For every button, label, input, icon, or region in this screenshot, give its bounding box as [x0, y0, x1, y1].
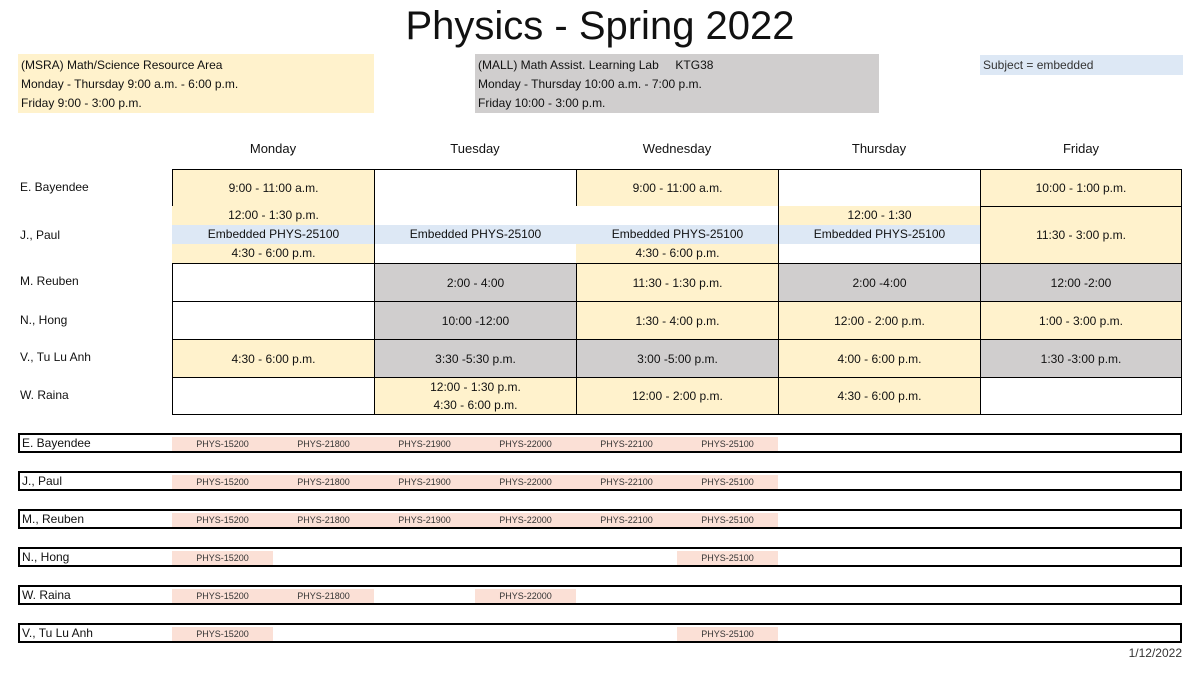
cell-text: Embedded PHYS-25100 — [779, 225, 980, 244]
cell-tu-monday — [172, 339, 375, 378]
cell-hong-monday — [172, 301, 375, 340]
tutor-label-reuben: M. Reuben — [20, 274, 79, 288]
cell-tu-wednesday — [576, 339, 779, 378]
cell-raina-friday — [980, 377, 1182, 415]
cell-bayendee-friday — [980, 169, 1182, 207]
course-row-paul — [18, 471, 1182, 491]
cell-hong-tuesday — [374, 301, 577, 340]
cell-tu-tuesday — [374, 339, 577, 378]
course-row-label: V., Tu Lu Anh — [22, 626, 93, 640]
cell-text: 9:00 - 11:00 a.m. — [228, 181, 319, 195]
course-tag: PHYS-22100 — [576, 475, 677, 489]
cell-text: 1:30 - 4:00 p.m. — [635, 313, 720, 328]
tutor-label-tu: V., Tu Lu Anh — [20, 350, 91, 364]
course-tag: PHYS-15200 — [172, 475, 273, 489]
course-tag: PHYS-15200 — [172, 437, 273, 451]
course-row-label: M., Reuben — [22, 512, 85, 526]
cell-raina-tuesday — [374, 377, 577, 415]
cell-text: 10:00 -12:00 — [441, 313, 510, 328]
cell-tu-thursday — [778, 339, 981, 378]
cell-text: 4:00 - 6:00 p.m. — [837, 351, 922, 366]
mall-line-2: Monday - Thursday 10:00 a.m. - 7:00 p.m. — [478, 77, 702, 91]
cell-bayendee-tuesday — [374, 169, 577, 207]
course-row-label: N., Hong — [22, 550, 70, 564]
tutor-label-bayendee: E. Bayendee — [20, 180, 89, 194]
mall-line-3: Friday 10:00 - 3:00 p.m. — [478, 96, 606, 110]
msra-info-box — [18, 54, 374, 113]
cell-text: 12:00 - 1:30 p.m. — [172, 206, 375, 225]
course-tag: PHYS-21800 — [273, 513, 374, 527]
cell-hong-wednesday — [576, 301, 779, 340]
course-tag: PHYS-22000 — [475, 437, 576, 451]
course-tag: PHYS-25100 — [677, 437, 778, 451]
cell-text: 12:00 - 2:00 p.m. — [632, 389, 723, 403]
day-header-friday: Friday — [1062, 141, 1100, 156]
cell-bayendee-wednesday — [576, 169, 779, 207]
cell-raina-wednesday — [576, 377, 779, 415]
course-tag: PHYS-15200 — [172, 627, 273, 641]
cell-text: 4:30 - 6:00 p.m. — [576, 244, 779, 263]
cell-paul-thursday — [778, 206, 981, 264]
course-row-label: W. Raina — [22, 588, 71, 602]
cell-text: Embedded PHYS-25100 — [375, 225, 576, 244]
cell-text: 4:30 - 6:00 p.m. — [837, 389, 922, 403]
cell-blank — [375, 206, 576, 225]
course-row-label: E. Bayendee — [22, 436, 91, 450]
course-tag — [172, 589, 374, 603]
course-tag: PHYS-15200 — [172, 513, 273, 527]
cell-hong-thursday — [778, 301, 981, 340]
course-tag: PHYS-15200 — [172, 551, 273, 565]
course-tag: PHYS-22100 — [576, 513, 677, 527]
cell-text: 3:00 -5:00 p.m. — [637, 351, 718, 366]
cell-text: 3:30 -5:30 p.m. — [435, 351, 516, 366]
cell-blank — [576, 206, 779, 225]
cell-reuben-monday — [172, 263, 375, 302]
course-row-label: J., Paul — [22, 474, 63, 488]
cell-text: 4:30 - 6:00 p.m. — [433, 398, 518, 412]
day-header-thursday: Thursday — [851, 141, 907, 156]
cell-text: 4:30 - 6:00 p.m. — [231, 351, 316, 366]
cell-tu-friday — [980, 339, 1182, 378]
cell-reuben-friday — [980, 263, 1182, 302]
cell-reuben-wednesday — [576, 263, 779, 302]
course-tag-text: PHYS-15200 — [196, 591, 249, 601]
cell-paul-tuesday — [374, 206, 577, 264]
tutor-label-raina: W. Raina — [20, 388, 69, 402]
page-title: Physics - Spring 2022 — [405, 4, 795, 48]
cell-paul-friday — [980, 206, 1182, 264]
course-tag: PHYS-21800 — [273, 437, 374, 451]
cell-text: 9:00 - 11:00 a.m. — [632, 181, 723, 195]
course-row-tu — [18, 623, 1182, 643]
course-tag: PHYS-22000 — [475, 475, 576, 489]
cell-text: 2:00 -4:00 — [852, 275, 907, 290]
cell-reuben-thursday — [778, 263, 981, 302]
cell-text: 12:00 - 1:30 p.m. — [430, 380, 521, 394]
cell-text: 2:00 - 4:00 — [446, 275, 505, 290]
mall-info-box — [475, 54, 879, 113]
day-header-tuesday: Tuesday — [450, 141, 500, 156]
day-header-wednesday: Wednesday — [642, 141, 712, 156]
cell-text: 4:30 - 6:00 p.m. — [172, 244, 375, 263]
msra-line-3: Friday 9:00 - 3:00 p.m. — [21, 96, 142, 110]
course-tag-text: PHYS-21800 — [297, 591, 350, 601]
msra-line-2: Monday - Thursday 9:00 a.m. - 6:00 p.m. — [21, 77, 239, 91]
cell-text: Embedded PHYS-25100 — [172, 225, 375, 244]
cell-raina-monday — [172, 377, 375, 415]
course-tag: PHYS-25100 — [677, 475, 778, 489]
tutor-label-paul: J., Paul — [20, 228, 61, 242]
course-tag: PHYS-25100 — [677, 627, 778, 641]
cell-text: 11:30 - 1:30 p.m. — [632, 275, 723, 290]
cell-text: 10:00 - 1:00 p.m. — [1035, 181, 1127, 195]
cell-paul-monday — [172, 206, 375, 264]
course-tag: PHYS-22000 — [475, 513, 576, 527]
cell-bayendee-monday — [172, 169, 375, 207]
course-tag: PHYS-25100 — [677, 513, 778, 527]
msra-line-1: (MSRA) Math/Science Resource Area — [21, 58, 223, 72]
cell-text: 1:00 - 3:00 p.m. — [1038, 313, 1124, 328]
cell-hong-friday — [980, 301, 1182, 340]
course-tag: PHYS-22100 — [576, 437, 677, 451]
tutor-label-hong: N., Hong — [20, 313, 68, 327]
cell-text: 12:00 - 2:00 p.m. — [834, 313, 925, 328]
cell-text: 11:30 - 3:00 p.m. — [1036, 228, 1126, 242]
day-header-monday: Monday — [249, 141, 297, 156]
cell-bayendee-thursday — [778, 169, 981, 207]
cell-reuben-tuesday — [374, 263, 577, 302]
cell-paul-wednesday — [576, 206, 779, 264]
mall-line-1: (MALL) Math Assist. Learning Lab KTG38 — [478, 58, 714, 72]
document-date: 1/12/2022 — [1128, 646, 1182, 660]
cell-raina-thursday — [778, 377, 981, 415]
cell-text: 12:00 - 1:30 — [779, 206, 980, 225]
course-tag: PHYS-21800 — [273, 475, 374, 489]
course-tag: PHYS-25100 — [677, 551, 778, 565]
course-tag: PHYS-21900 — [374, 513, 475, 527]
course-tag: PHYS-21900 — [374, 437, 475, 451]
course-row-raina — [18, 585, 1182, 605]
course-tag: PHYS-22000 — [475, 589, 576, 603]
legend-embedded: Subject = embedded — [980, 55, 1183, 75]
course-row-reuben — [18, 509, 1182, 529]
course-tag: PHYS-21900 — [374, 475, 475, 489]
course-row-bayendee — [18, 433, 1182, 453]
cell-text: Embedded PHYS-25100 — [576, 225, 779, 244]
course-row-hong — [18, 547, 1182, 567]
cell-text: 1:30 -3:00 p.m. — [1040, 351, 1122, 366]
cell-text: 12:00 -2:00 — [1050, 275, 1112, 290]
